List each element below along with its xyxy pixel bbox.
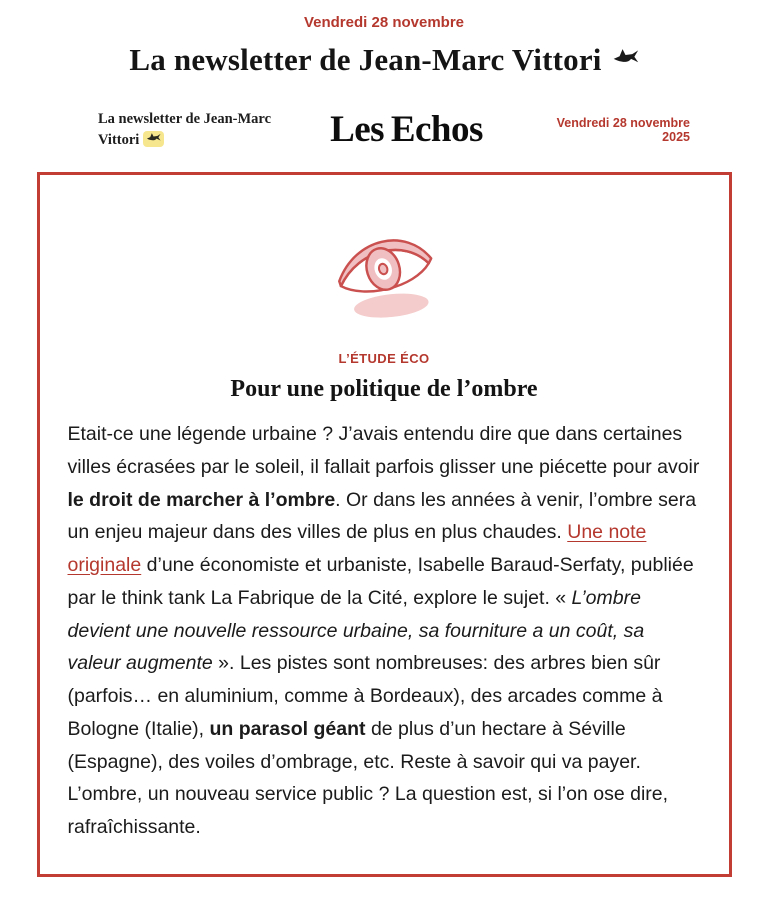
paragraph-segment: un parasol géant: [209, 717, 366, 740]
newsletter-page: [0, 14, 768, 877]
paragraph-segment: L’ombre devient une nouvelle ressource urbaine, sa fourniture a un coût, sa valeur augmente: [67, 586, 645, 675]
paragraph-segment: de plus d’un hectare à Séville (Espagne), des voiles d’ombrage, etc. Reste à savoir qui va payer. L’ombre, un nouveau service public ? La question est, si l’on ose dire, rafraîchissante.: [67, 717, 669, 838]
newsletter-masthead-title: [0, 42, 768, 78]
header-bar: [0, 108, 768, 151]
paragraph-segment: . Or dans les années à venir, l’ombre sera un enjeu majeur dans des villes de plus en plus chaudes.: [67, 488, 697, 544]
header-issue-date: Vendredi 28 novembre 2025: [556, 115, 690, 144]
eye-illustration: [68, 213, 701, 325]
article-paragraph: [68, 418, 701, 844]
note-originale-link[interactable]: Une note originale: [67, 521, 647, 576]
newsletter-name-text: La newsletter de Jean-Marc Vittori: [98, 111, 272, 148]
bird-icon-chip: [143, 131, 164, 147]
article-card: [37, 172, 732, 877]
issue-date: Vendredi 28 novembre: [303, 14, 465, 31]
newsletter-name: [98, 109, 283, 150]
section-kicker: L’ÉTUDE ÉCO: [338, 351, 430, 366]
newsletter-masthead-title-text: La newsletter de Jean-Marc Vittori: [129, 42, 602, 77]
article-title: Pour une politique de l’ombre: [230, 376, 538, 402]
paragraph-segment: le droit de marcher à l’ombre: [67, 488, 336, 511]
paragraph-segment: Etait-ce une légende urbaine ? J’avais entendu dire que dans certaines villes écrasées par le soleil, il fallait parfois glisser une piécette pour avoir: [67, 423, 700, 478]
paragraph-segment: ». Les pistes sont nombreuses: des arbres bien sûr (parfois… en aluminium, comme à Bordeaux), des arcades comme à Bologne (Italie),: [67, 652, 663, 740]
bird-icon: [612, 47, 639, 74]
les-echos-logo[interactable]: Les Echos: [330, 109, 483, 150]
paragraph-segment: d’une économiste et urbaniste, Isabelle Baraud-Serfaty, publiée par le think tank La Fabrique de la Cité, explore le sujet. «: [67, 554, 694, 609]
